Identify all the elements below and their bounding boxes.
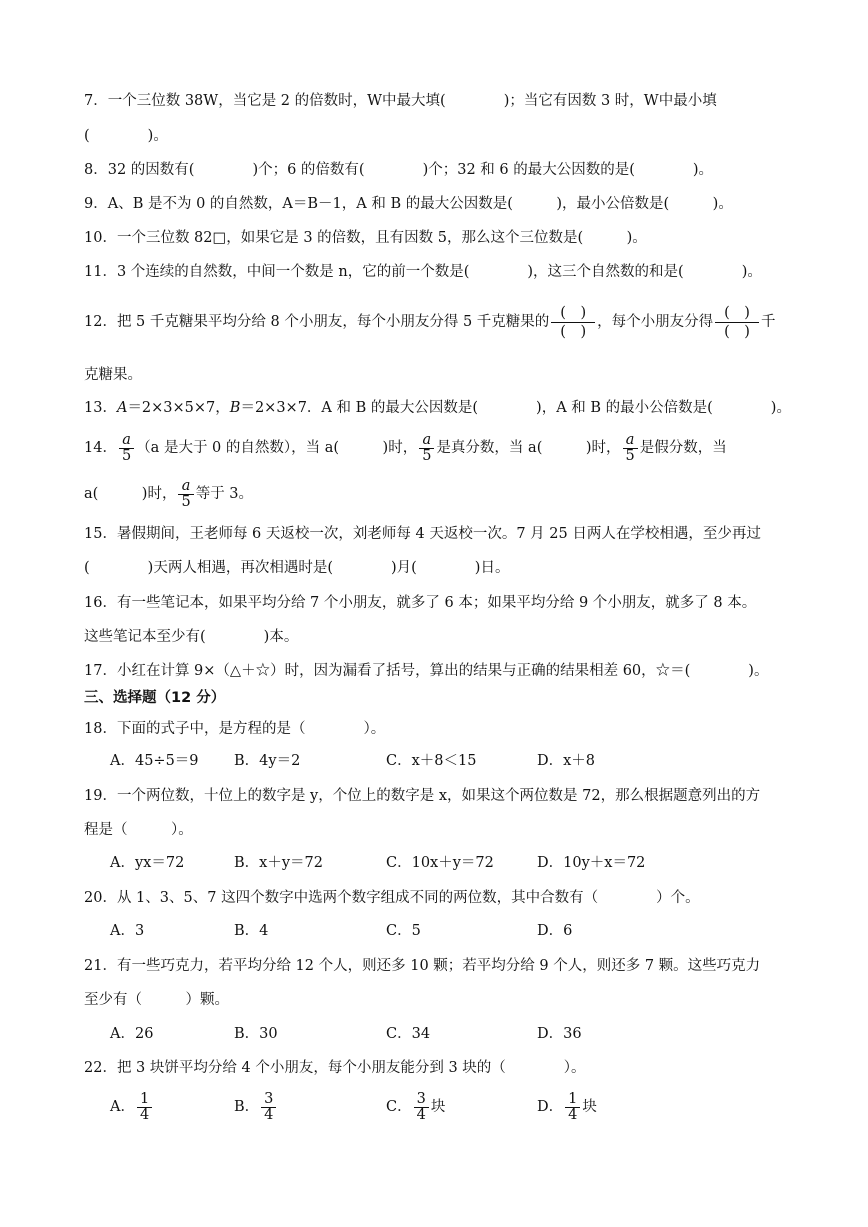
q22-option-d[interactable] [537,1090,597,1124]
question-17: 17．小红在计算 9×（△＋☆）时，因为漏看了括号，算出的结果与正确的结果相差 60，☆＝( )。 [84,663,769,679]
q20-option-a[interactable]: A．3 [110,923,145,939]
fraction-numerator-blank: ( ) [724,304,750,321]
question-21-line-2: 至少有（ ）颗。 [84,992,229,1008]
q14-number: 14． [84,440,117,456]
question-15-line-1: 15．暑假期间，王老师每 6 天返校一次，刘老师每 4 天返校一次。7 月 25 日两人在学校相遇，至少再过 [84,526,761,542]
option-label: C． [386,1099,412,1115]
question-8: 8．32 的因数有( )个；6 的倍数有( )个；32 和 6 的最大公因数的是( )。 [84,162,714,178]
q21-option-a[interactable]: A．26 [110,1026,154,1042]
option-label: A． [110,1099,135,1115]
q22-option-c[interactable] [386,1090,445,1124]
question-21-line-1: 21．有一些巧克力，若平均分给 12 个人，则还多 10 颗；若平均分给 9 个人，则还多 7 颗。这些巧克力 [84,958,761,974]
question-16-line-2: 这些笔记本至少有( )本。 [84,629,299,645]
q14-text-a: （a 是大于 0 的自然数），当 a( )时， [136,440,418,456]
option-fraction [261,1092,276,1123]
q19-option-b[interactable]: B．x＋y＝72 [234,855,323,871]
fraction-numerator: a [181,477,191,494]
q21-option-b[interactable]: B．30 [234,1026,278,1042]
question-10: 10．一个三位数 82□，如果它是 3 的倍数，且有因数 5，那么这个三位数是( )。 [84,230,647,246]
q13-number: 13． [84,400,117,416]
fraction-denominator: 4 [414,1107,429,1123]
q20-option-b[interactable]: B．4 [234,923,269,939]
q20-option-c[interactable]: C．5 [386,923,421,939]
question-7-line-1: 7．一个三位数 38W，当它是 2 的倍数时，W中最大填( )；当它有因数 3 时，W中最小填 [84,93,717,109]
fraction-denominator-blank: ( ) [715,322,759,341]
question-12-line-2: 克糖果。 [84,367,142,383]
question-20: 20．从 1、3、5、7 这四个数字中选两个数字组成不同的两位数，其中合数有（ ）个。 [84,890,700,906]
q21-option-c[interactable]: C．34 [386,1026,431,1042]
fraction-a-over-5 [419,433,434,464]
fraction-denominator: 4 [261,1107,276,1123]
q12-fraction-blank-2 [715,304,759,341]
fraction-numerator: 3 [264,1090,274,1107]
q22-option-a[interactable] [110,1090,154,1124]
fraction-denominator: 4 [137,1107,152,1123]
question-11: 11．3 个连续的自然数，中间一个数是 n，它的前一个数是( )，这三个自然数的和是( )。 [84,264,762,280]
q18-option-c[interactable]: C．x＋8＜15 [386,753,477,769]
q19-option-d[interactable]: D．10y＋x＝72 [537,855,646,871]
question-19-line-2: 程是（ ）。 [84,822,193,838]
fraction-numerator-blank: ( ) [560,304,587,321]
question-13 [84,398,791,418]
question-14-line-2 [84,476,253,512]
q14-text-e: 等于 3。 [195,486,254,502]
question-15-line-2: ( )天两人相遇，再次相遇时是( )月( )日。 [84,560,510,576]
fraction-denominator: 5 [119,448,134,464]
option-fraction [137,1092,152,1123]
fraction-a-over-5 [178,479,193,510]
question-18: 18．下面的式子中，是方程的是（ ）。 [84,721,386,737]
fraction-numerator: 3 [416,1090,426,1107]
question-22: 22．把 3 块饼平均分给 4 个小朋友，每个小朋友能分到 3 块的（ ）。 [84,1060,586,1076]
q18-option-a[interactable]: A．45÷5＝9 [110,753,199,769]
q13-var-b: B [229,400,241,416]
fraction-a-over-5 [623,433,638,464]
fraction-numerator: a [122,431,131,448]
question-19-line-1: 19．一个两位数，十位上的数字是 y，个位上的数字是 x，如果这个两位数是 72，那么根据题意列出的方 [84,788,761,804]
fraction-denominator: 4 [565,1107,580,1123]
q18-option-d[interactable]: D．x＋8 [537,753,596,769]
q13-a-expression: ＝2×3×5×7， [127,400,230,416]
q19-option-c[interactable]: C．10x＋y＝72 [386,855,494,871]
q19-option-a[interactable]: A．yx＝72 [110,855,185,871]
q14-text-c: 是假分数，当 [639,440,727,456]
q20-option-d[interactable]: D．6 [537,923,573,939]
fraction-denominator-blank: ( ) [551,322,595,341]
fraction-denominator: 5 [419,448,434,464]
fraction-denominator: 5 [623,448,638,464]
q13-var-a: A [116,400,128,416]
fraction-numerator: 1 [568,1090,578,1107]
option-label: B． [234,1099,260,1115]
question-12-line-1 [84,303,775,341]
q22-option-b[interactable] [234,1090,278,1124]
option-fraction [565,1092,580,1123]
fraction-denominator: 5 [178,494,193,510]
q12-fraction-blank-1 [551,304,595,341]
option-suffix: 块 [430,1099,446,1115]
fraction-a-over-5 [119,433,134,464]
q12-text-c: 千 [760,314,776,330]
q14-text-b: 是真分数，当 a( )时， [436,440,621,456]
fraction-numerator: a [422,431,432,448]
question-16-line-1: 16．有一些笔记本，如果平均分给 7 个小朋友，就多了 6 本；如果平均分给 9 个小朋友，就多了 8 本。 [84,595,757,611]
option-fraction [414,1092,429,1123]
question-9: 9．A、B 是不为 0 的自然数，A＝B－1，A 和 B 的最大公因数是( )，最小公倍数是( )。 [84,196,733,212]
q14-text-d: a( )时， [84,486,177,502]
section-heading-choice: 三、选择题（12 分） [84,690,226,706]
q12-text-a: 12．把 5 千克糖果平均分给 8 个小朋友，每个小朋友分得 5 千克糖果的 [84,314,550,330]
question-7-line-2: ( )。 [84,128,168,144]
question-14-line-1 [84,430,727,466]
option-suffix: 块 [582,1099,597,1115]
q21-option-d[interactable]: D．36 [537,1026,582,1042]
q13-b-expression: ＝2×3×7．A 和 B 的最大公因数是( )，A 和 B 的最小公倍数是( )。 [240,400,791,416]
fraction-numerator: a [625,431,635,448]
fraction-numerator: 1 [139,1090,150,1107]
option-label: D． [537,1099,564,1115]
q18-option-b[interactable]: B．4y＝2 [234,753,301,769]
q12-text-b: ，每个小朋友分得 [597,314,714,330]
